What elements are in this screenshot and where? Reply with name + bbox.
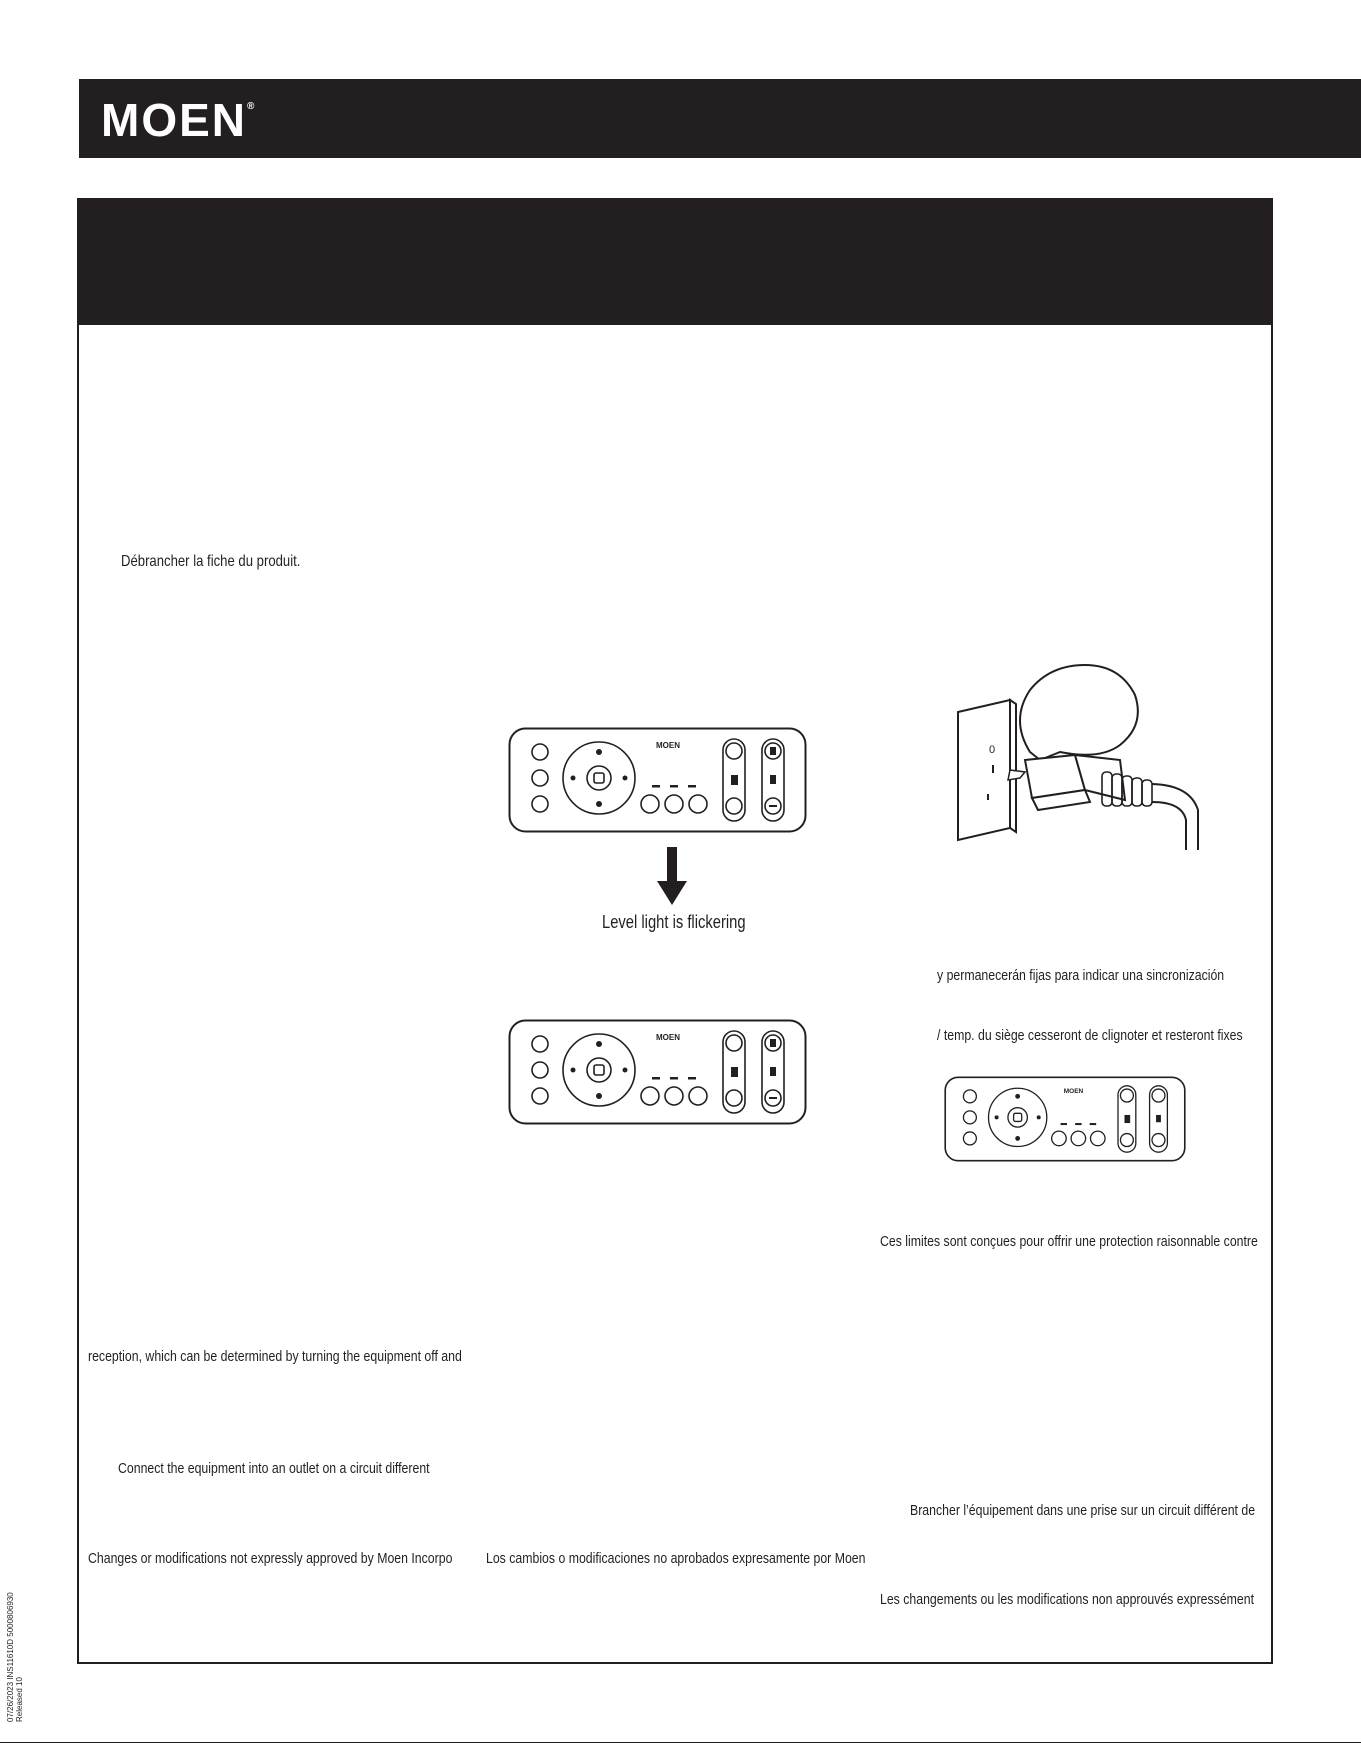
panel-brand-2: MOEN — [656, 1033, 680, 1042]
moen-logo — [101, 93, 254, 147]
footer-rule — [0, 1742, 1361, 1743]
svg-text:0: 0 — [989, 744, 996, 756]
section-header-bar — [79, 200, 1271, 325]
panel-brand-1: MOEN — [656, 741, 680, 750]
wall-outlet-plug-illustration — [950, 660, 1220, 855]
remote-panel-1 — [508, 727, 807, 833]
doc-code-line1: 07/26/2023 INS11610D 5000806930 — [6, 1592, 15, 1722]
down-arrow-icon — [657, 847, 687, 905]
sync-text-es: y permanecerán fijas para indicar una sincronización — [937, 967, 1225, 984]
panel-brand-3: MOEN — [1063, 1088, 1084, 1096]
level-light-caption: Level light is flickering — [602, 912, 746, 932]
unplug-text-fr: Débrancher la fiche du produit. — [121, 553, 301, 570]
brand-name: MOEN — [101, 94, 247, 146]
changes-text-fr: Les changements ou les modifications non approuvés expressément — [880, 1591, 1255, 1608]
reception-text-en: reception, which can be determined by turning the equipment off and — [88, 1348, 462, 1365]
changes-text-es: Los cambios o modificaciones no aprobados expresamente por Moen — [486, 1550, 866, 1567]
limits-text-fr: Ces limites sont conçues pour offrir une protection raisonnable contre — [880, 1233, 1258, 1250]
sync-text-fr: / temp. du siège cesseront de clignoter et resteront fixes — [937, 1027, 1243, 1044]
connect-text-fr: Brancher l’équipement dans une prise sur un circuit différent de — [910, 1502, 1256, 1519]
changes-text-en: Changes or modifications not expressly approved by Moen Incorpo — [88, 1550, 453, 1567]
remote-panel-2 — [508, 1019, 807, 1125]
connect-text-en: Connect the equipment into an outlet on a circuit different — [118, 1460, 430, 1477]
document-code — [6, 1592, 24, 1722]
remote-panel-3 — [944, 1076, 1186, 1162]
doc-code-line2: Released 10 — [15, 1677, 24, 1722]
registered-mark: ® — [247, 101, 255, 112]
header-bar — [79, 79, 1361, 158]
